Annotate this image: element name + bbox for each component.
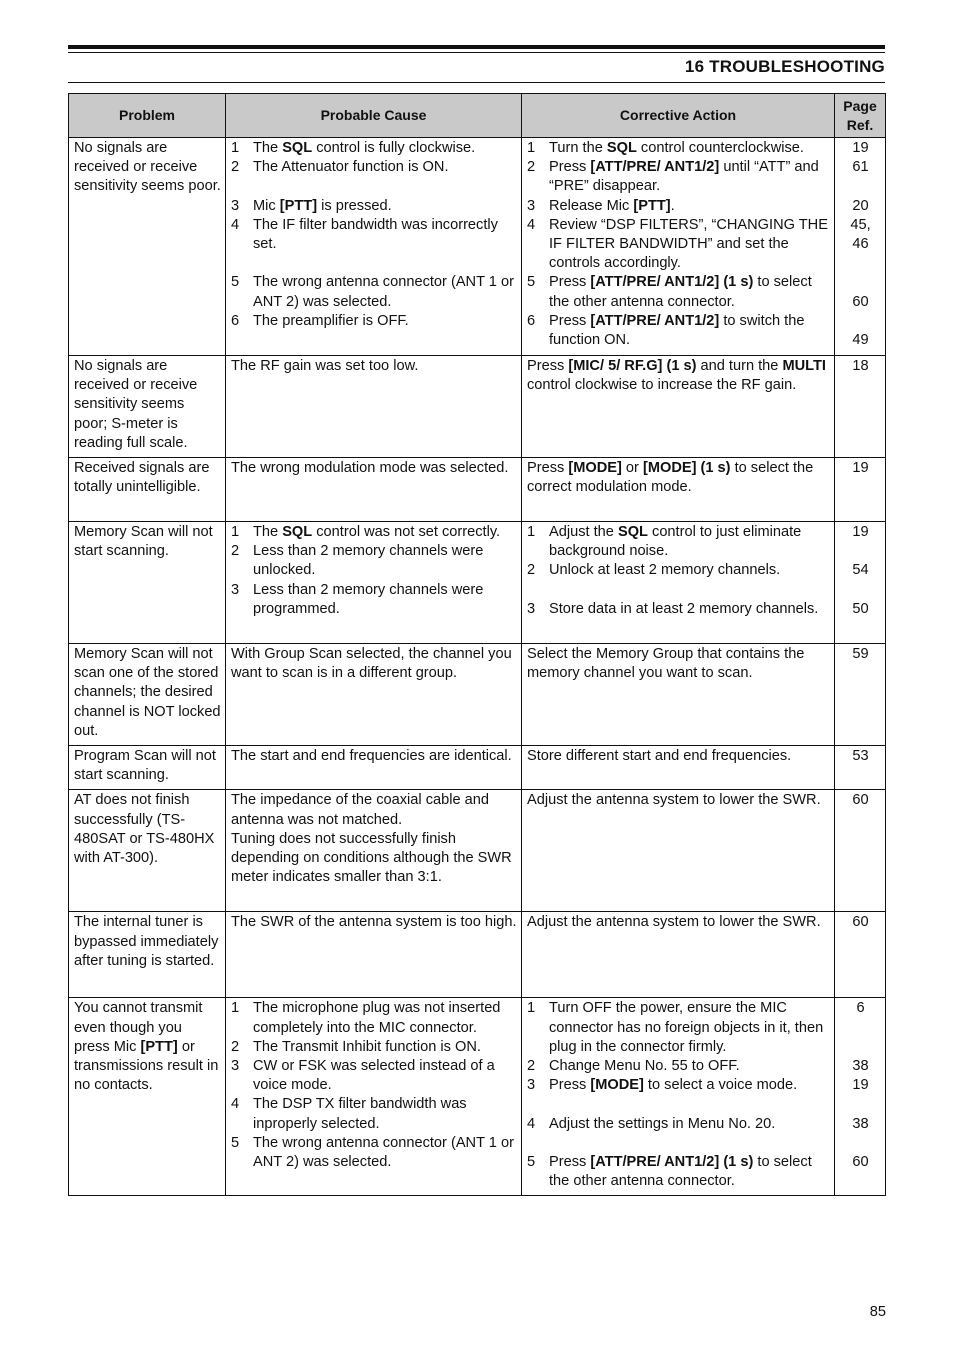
action-cell <box>522 138 835 356</box>
cause-item: 2 The Transmit Inhibit function is ON. <box>231 1038 481 1055</box>
cause-item: 4 The DSP TX filter bandwidth was inproperly selected. <box>231 1096 467 1132</box>
page-ref-cell: 60 <box>835 790 886 912</box>
cause-cell: The impedance of the coaxial cable and antenna was not matched. Tuning does not successfully finish depending on conditions although the SWR meter indicates smaller than 3:1. <box>226 790 522 912</box>
cause-cell <box>226 522 522 644</box>
header-rule-thin <box>68 52 885 53</box>
header-rule-under <box>68 82 885 83</box>
page-ref-cell: 60 <box>835 912 886 998</box>
page-ref-cell: 19 <box>835 458 886 522</box>
cause-cell: The wrong modulation mode was selected. <box>226 458 522 522</box>
cause-cell: The RF gain was set too low. <box>226 356 522 458</box>
cause-item: 1 The microphone plug was not inserted completely into the MIC connector. <box>231 1000 501 1036</box>
page-number: 85 <box>869 1304 886 1320</box>
problem-cell: The internal tuner is bypassed immediately after tuning is started. <box>69 912 226 998</box>
action-item: 5 Press [ATT/PRE/ ANT1/2] (1 s) to select the other antenna connector. <box>527 1154 812 1190</box>
page-ref-cell: 18 <box>835 356 886 458</box>
troubleshooting-table <box>68 93 886 1196</box>
page-ref-cell: 6 38 19 38 60 <box>835 998 886 1196</box>
page-ref-cell: 59 <box>835 644 886 746</box>
section-title: 16 TROUBLESHOOTING <box>684 57 885 76</box>
action-item: 1 Turn the SQL control counterclockwise. <box>527 140 804 156</box>
column-header-action: Corrective Action <box>522 94 835 138</box>
page-ref-cell: 19 61 20 45, 46 60 49 <box>835 138 886 356</box>
cause-cell: With Group Scan selected, the channel you want to scan is in a different group. <box>226 644 522 746</box>
action-item: 1 Turn OFF the power, ensure the MIC connector has no foreign objects in it, then plug in the connector firmly. <box>527 1000 824 1055</box>
cause-cell: The start and end frequencies are identical. <box>226 746 522 790</box>
table-row <box>69 644 886 746</box>
action-item: 1 Adjust the SQL control to just eliminate background noise. <box>527 524 802 560</box>
cause-item: 3 Mic [PTT] is pressed. <box>231 197 392 214</box>
table-row <box>69 746 886 790</box>
column-header-page-ref: Page Ref. <box>835 94 886 138</box>
cause-item: 2 The Attenuator function is ON. <box>231 159 449 176</box>
action-item: 2 Change Menu No. 55 to OFF. <box>527 1058 740 1075</box>
action-cell <box>522 522 835 644</box>
table-row <box>69 912 886 998</box>
cause-cell: The SWR of the antenna system is too high. <box>226 912 522 998</box>
cause-item: 3 Less than 2 memory channels were programmed. <box>231 581 484 617</box>
action-item: 5 Press [ATT/PRE/ ANT1/2] (1 s) to select the other antenna connector. <box>527 274 812 310</box>
column-header-problem: Problem <box>69 94 226 138</box>
action-item: 6 Press [ATT/PRE/ ANT1/2] to switch the function ON. <box>527 312 805 349</box>
problem-cell: AT does not finish successfully (TS-480SAT or TS-480HX with AT-300). <box>69 790 226 912</box>
problem-cell: You cannot transmit even though you press Mic [PTT] or transmissions result in no contacts. <box>69 998 226 1196</box>
action-item: 3 Press [MODE] to select a voice mode. <box>527 1077 798 1094</box>
action-cell: Store different start and end frequencies. <box>522 746 835 790</box>
table-row <box>69 790 886 912</box>
action-cell: Press [MODE] or [MODE] (1 s) to select the correct modulation mode. <box>522 458 835 522</box>
action-cell: Adjust the antenna system to lower the SWR. <box>522 912 835 998</box>
cause-cell <box>226 998 522 1196</box>
action-item: 3 Store data in at least 2 memory channels. <box>527 600 819 617</box>
table-row <box>69 138 886 356</box>
cause-item: 6 The preamplifier is OFF. <box>231 312 409 329</box>
page-ref-cell: 19 54 50 <box>835 522 886 644</box>
cause-item: 4 The IF filter bandwidth was incorrectly set. <box>231 216 498 252</box>
problem-cell: No signals are received or receive sensitivity seems poor; S-meter is reading full scale. <box>69 356 226 458</box>
action-item: 4 Adjust the settings in Menu No. 20. <box>527 1115 776 1132</box>
table-row <box>69 356 886 458</box>
action-cell: Adjust the antenna system to lower the SWR. <box>522 790 835 912</box>
table-row <box>69 458 886 522</box>
cause-item: 3 CW or FSK was selected instead of a voice mode. <box>231 1058 495 1094</box>
table-header-row <box>69 94 886 138</box>
cause-item: 1 The SQL control was not set correctly. <box>231 524 501 541</box>
header-rule-thick <box>68 45 885 49</box>
cause-item: 2 Less than 2 memory channels were unlocked. <box>231 543 484 579</box>
problem-cell: Received signals are totally unintelligible. <box>69 458 226 522</box>
table-row <box>69 998 886 1196</box>
cause-item: 5 The wrong antenna connector (ANT 1 or ANT 2) was selected. <box>231 1134 514 1171</box>
action-cell: Select the Memory Group that contains the memory channel you want to scan. <box>522 644 835 746</box>
page-ref-cell: 53 <box>835 746 886 790</box>
action-item: 2 Unlock at least 2 memory channels. <box>527 562 781 579</box>
problem-cell: No signals are received or receive sensitivity seems poor. <box>69 138 226 356</box>
cause-item: 1 The SQL control is fully clockwise. <box>231 140 476 156</box>
problem-cell: Memory Scan will not scan one of the stored channels; the desired channel is NOT locked out. <box>69 644 226 746</box>
action-cell: Press [MIC/ 5/ RF.G] (1 s) and turn the MULTI control clockwise to increase the RF gain. <box>522 356 835 458</box>
action-item: 2 Press [ATT/PRE/ ANT1/2] until “ATT” and “PRE” disappear. <box>527 159 819 195</box>
action-item: 3 Release Mic [PTT]. <box>527 197 675 214</box>
column-header-cause: Probable Cause <box>226 94 522 138</box>
cause-cell <box>226 138 522 356</box>
table-row <box>69 522 886 644</box>
problem-cell: Program Scan will not start scanning. <box>69 746 226 790</box>
action-cell <box>522 998 835 1196</box>
cause-item: 5 The wrong antenna connector (ANT 1 or ANT 2) was selected. <box>231 274 514 310</box>
action-item: 4 Review “DSP FILTERS”, “CHANGING THE IF FILTER BANDWIDTH” and set the controls accordingly. <box>527 216 828 272</box>
problem-cell: Memory Scan will not start scanning. <box>69 522 226 644</box>
